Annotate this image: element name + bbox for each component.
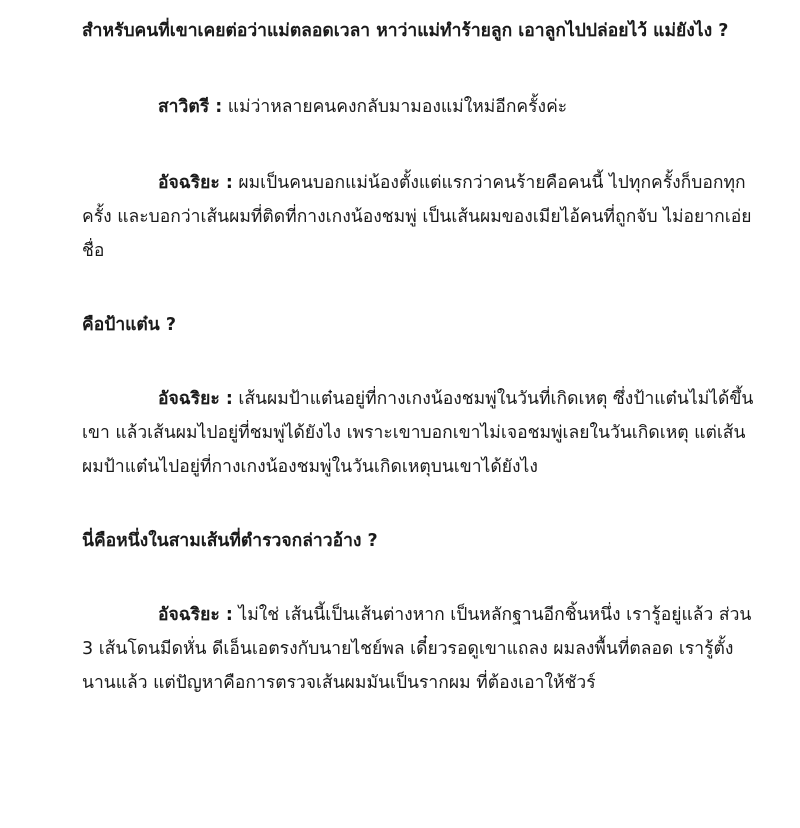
answer-text: ผมเป็นคนบอกแม่น้องตั้งแต่แรกว่าคนร้ายคือคนนี้ ไปทุกครั้งก็บอกทุกครั้ง และบอกว่าเส้นผมที่ติดที่กางเกงน้องชมพู่ เป็นเส้นผมของเมียไอ้คนที่ถูกจับ ไม่อยากเอ่ยชื่อ — [82, 173, 752, 261]
answer-text: แม่ว่าหลายคนคงกลับมามองแม่ใหม่อีกครั้งค่ะ — [222, 97, 568, 117]
speaker-name: อัจฉริยะ : — [158, 605, 233, 625]
question-3: นี่คือหนึ่งในสามเส้นที่ตำรวจกล่าวอ้าง ? — [82, 531, 378, 551]
answer-2 — [82, 166, 760, 268]
speaker-name: อัจฉริยะ : — [158, 389, 233, 409]
question-2: คือป้าแต๋น ? — [82, 315, 177, 335]
speaker-name: สาวิตรี : — [158, 97, 223, 117]
question-1: สำหรับคนที่เขาเคยต่อว่าแม่ตลอดเวลา หาว่าแม่ทำร้ายลูก เอาลูกไปปล่อยไว้ แม่ยังไง ? — [82, 21, 729, 41]
answer-text: เส้นผมป้าแต๋นอยู่ที่กางเกงน้องชมพู่ในวันที่เกิดเหตุ ซึ่งป้าแต๋นไม่ได้ขึ้นเขา แล้วเส้นผมไปอยู่ที่ชมพู่ได้ยังไง เพราะเขาบอกเขาไม่เจอชมพู่เลยในวันเกิดเหตุ แต่เส้นผมป้าแต๋นไปอยู่ที่กางเกงน้องชมพู่ในวันเกิดเหตุบนเขาได้ยังไง — [82, 389, 754, 477]
answer-3 — [82, 382, 760, 484]
answer-text: ไม่ใช่ เส้นนี้เป็นเส้นต่างหาก เป็นหลักฐานอีกชิ้นหนึ่ง เรารู้อยู่แล้ว ส่วน 3 เส้นโดนมีดหั่น ดีเอ็นเอตรงกับนายไชย์พล เดี๋ยวรอดูเขาแถลง ผมลงพื้นที่ตลอด เรารู้ตั้งนานแล้ว แต่ปัญหาคือการตรวจเส้นผมมันเป็นรากผม ที่ต้องเอาให้ชัวร์ — [82, 605, 752, 693]
speaker-name: อัจฉริยะ : — [158, 173, 233, 193]
answer-1 — [82, 90, 760, 124]
answer-4 — [82, 598, 760, 700]
